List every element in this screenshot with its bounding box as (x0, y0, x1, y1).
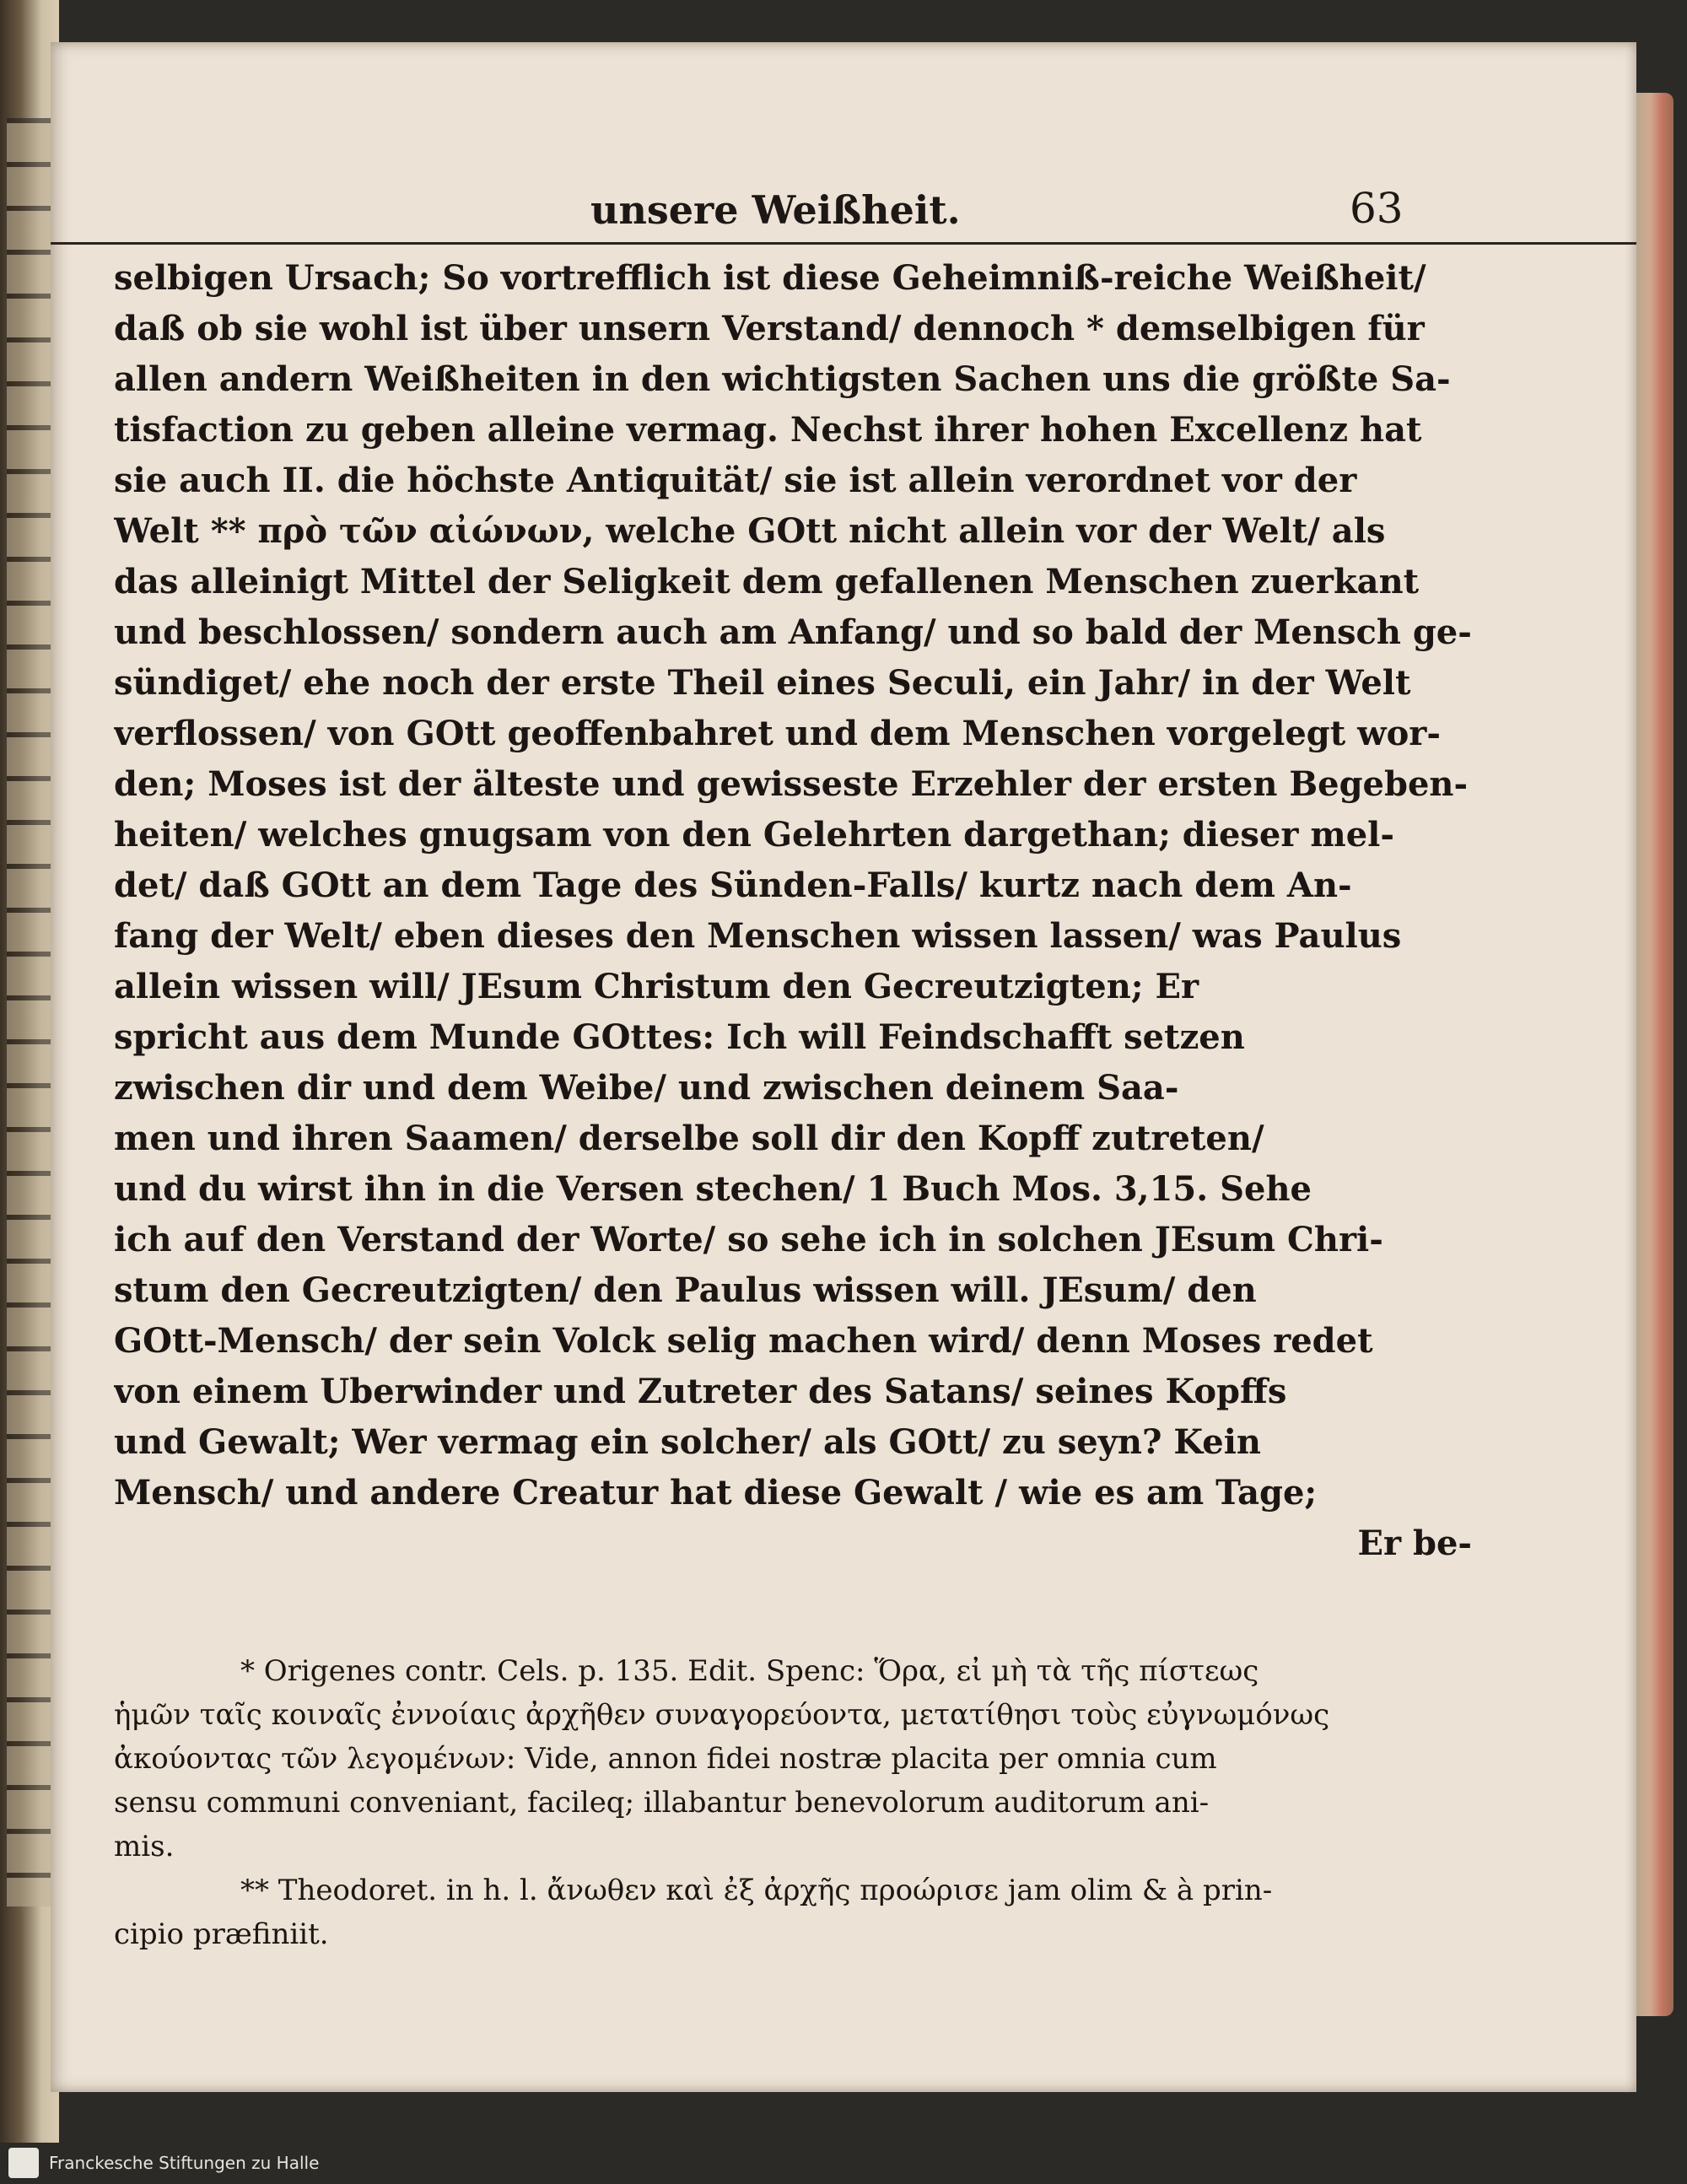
footnote-line: cipio præfiniit. (114, 1917, 329, 1951)
text-line: Mensch/ und andere Creatur hat diese Gewalt / wie es am Tage; (114, 1473, 1318, 1513)
text-line: daß ob sie wohl ist über unsern Verstand/ dennoch * demselbigen für (114, 309, 1425, 348)
main-text-block (114, 253, 1472, 1569)
catchword: Er be- (1357, 1523, 1472, 1563)
footer-institution-label: Franckesche Stiftungen zu Halle (49, 2153, 320, 2173)
text-line: Welt ** πρὸ τῶν αἰώνων, welche GOtt nicht allein vor der Welt/ als (114, 511, 1386, 551)
footnote-line: ** Theodoret. in h. l. ἄνωθεν καὶ ἐξ ἀρχῆς προώρισε jam olim & à prin- (240, 1874, 1273, 1907)
text-line: zwischen dir und dem Weibe/ und zwischen deinem Saa- (114, 1068, 1179, 1108)
text-line: ich auf den Verstand der Worte/ so sehe ich in solchen JEsum Chri- (114, 1220, 1383, 1259)
text-line: fang der Welt/ eben dieses den Menschen wissen lassen/ was Paulus (114, 916, 1402, 956)
text-line: men und ihren Saamen/ derselbe soll dir den Kopff zutreten/ (114, 1119, 1264, 1158)
text-line: spricht aus dem Munde GOttes: Ich will Feindschafft setzen (114, 1017, 1245, 1057)
text-line: GOtt-Mensch/ der sein Volck selig machen wird/ denn Moses redet (114, 1321, 1373, 1361)
text-line: heiten/ welches gnugsam von den Gelehrten dargethan; dieser mel- (114, 815, 1394, 855)
footnote-line: ἡμῶν ταῖς κοιναῖς ἐννοίαις ἀρχῆθεν συναγορεύοντα, μετατίθησι τοὺς εὐγνωμόνως (114, 1698, 1330, 1732)
page-number: 63 (1350, 184, 1404, 233)
text-line: stum den Gecreutzigten/ den Paulus wissen will. JEsum/ den (114, 1270, 1257, 1310)
facing-page-edge (7, 118, 56, 1906)
footnote-line: mis. (114, 1830, 175, 1863)
footnote-line: * Origenes contr. Cels. p. 135. Edit. Spenc: Ὅρα, εἰ μὴ τὰ τῆς πίστεως (240, 1654, 1259, 1688)
text-line: det/ daß GOtt an dem Tage des Sünden-Falls/ kurtz nach dem An- (114, 866, 1352, 905)
footnote-line: sensu communi conveniant, facileq; illabantur benevolorum auditorum ani- (114, 1786, 1210, 1820)
footnote-line: ἀκούοντας τῶν λεγομένων: Vide, annon fidei nostræ placita per omnia cum (114, 1742, 1217, 1776)
footnotes-block (114, 1649, 1472, 1956)
text-line: und du wirst ihn in die Versen stechen/ 1 Buch Mos. 3,15. Sehe (114, 1169, 1312, 1209)
running-head (51, 177, 1636, 245)
text-line: verflossen/ von GOtt geoffenbahret und dem Menschen vorgelegt wor- (114, 714, 1441, 753)
book-page (51, 42, 1636, 2092)
text-line: tisfaction zu geben alleine vermag. Nechst ihrer hohen Excellenz hat (114, 410, 1422, 450)
franckesche-logo-icon (8, 2148, 39, 2178)
text-line: das alleinigt Mittel der Seligkeit dem gefallenen Menschen zuerkant (114, 562, 1420, 601)
text-line: den; Moses ist der älteste und gewisseste Erzehler der ersten Begeben- (114, 764, 1469, 804)
text-line: sie auch II. die höchste Antiquität/ sie ist allein verordnet vor der (114, 461, 1357, 500)
text-line: sündiget/ ehe noch der erste Theil eines Seculi, ein Jahr/ in der Welt (114, 663, 1411, 703)
text-line: und Gewalt; Wer vermag ein solcher/ als GOtt/ zu seyn? Kein (114, 1422, 1261, 1462)
text-line: und beschlossen/ sondern auch am Anfang/ und so bald der Mensch ge- (114, 612, 1472, 652)
text-line: selbigen Ursach; So vortrefflich ist diese Geheimniß-reiche Weißheit/ (114, 258, 1426, 298)
text-line: allein wissen will/ JEsum Christum den Gecreutzigten; Er (114, 967, 1199, 1006)
running-head-title: unsere Weißheit. (590, 187, 961, 233)
book-fore-edge (1635, 93, 1674, 2016)
text-line: von einem Uberwinder und Zutreter des Satans/ seines Kopffs (114, 1372, 1287, 1411)
text-line: allen andern Weißheiten in den wichtigsten Sachen uns die größte Sa- (114, 359, 1451, 399)
